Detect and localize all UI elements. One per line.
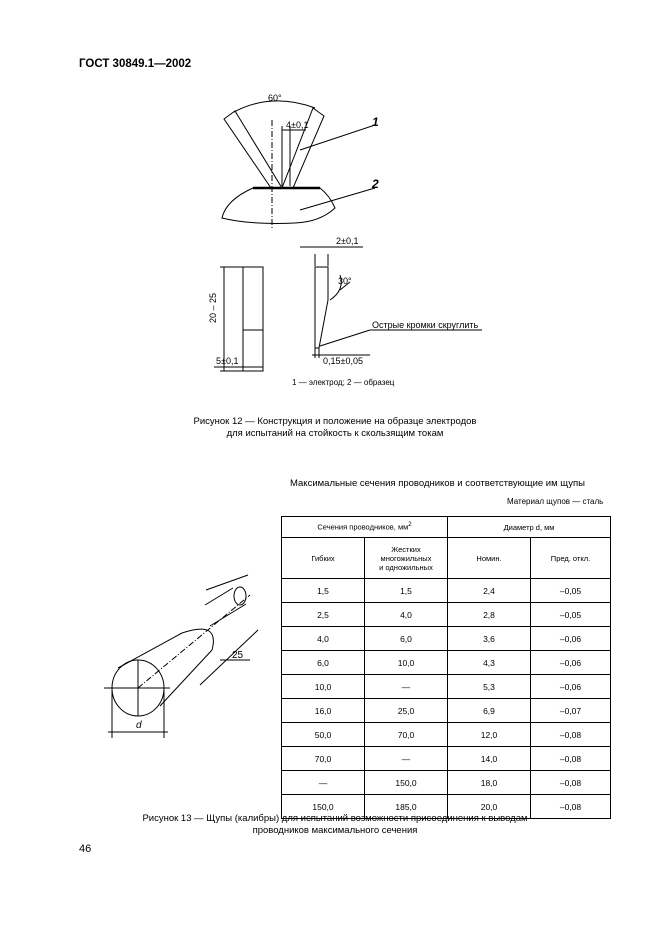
figure-13-caption (120, 813, 550, 837)
table-row (282, 747, 611, 771)
table-row (282, 723, 611, 747)
gauge-table (281, 516, 611, 819)
table-cell: 150,0 (282, 795, 365, 819)
figure-13-drawing (0, 560, 290, 760)
bevel-label: 30° (338, 276, 352, 286)
table-cell: 185,0 (365, 795, 448, 819)
col-rigid: Жестких многожильных и одножильных (365, 538, 448, 579)
table-cell: 4,0 (282, 627, 365, 651)
gap-label: 4±0,1 (286, 120, 309, 130)
angle-label: 60° (268, 93, 282, 103)
table-cell: –0,06 (531, 627, 611, 651)
group2-header: Диаметр d, мм (448, 517, 611, 538)
col-tolerance: Пред. откл. (531, 538, 611, 579)
table-cell: 6,9 (448, 699, 531, 723)
table-cell: –0,08 (531, 747, 611, 771)
table-cell: 16,0 (282, 699, 365, 723)
table-cell: 10,0 (282, 675, 365, 699)
table-cell: –0,05 (531, 579, 611, 603)
table-cell: 70,0 (282, 747, 365, 771)
table-cell: –0,06 (531, 651, 611, 675)
table-row (282, 579, 611, 603)
table-cell: 2,5 (282, 603, 365, 627)
group1-header: Сечения проводников, $мм^2$ (282, 517, 448, 538)
table-title: Максимальные сечения проводников и соответствующие им щупы (290, 478, 585, 489)
table-cell: –0,06 (531, 675, 611, 699)
doc-header: ГОСТ 30849.1—2002 (79, 58, 192, 70)
table-cell: –0,08 (531, 795, 611, 819)
table-cell: 6,0 (365, 627, 448, 651)
table-cell: — (365, 675, 448, 699)
table-row (282, 603, 611, 627)
table-cell: 2,8 (448, 603, 531, 627)
table-cell: 50,0 (282, 723, 365, 747)
base-label: 5±0,1 (216, 356, 239, 366)
table-row (282, 771, 611, 795)
tip-label: 0,15±0,05 (323, 356, 363, 366)
col-flexible: Гибких (282, 538, 365, 579)
table-cell: 25,0 (365, 699, 448, 723)
table-cell: 3,6 (448, 627, 531, 651)
page-number: 46 (79, 843, 92, 855)
table-cell: –0,07 (531, 699, 611, 723)
length-label: 25 (232, 650, 244, 661)
table-cell: 6,0 (282, 651, 365, 675)
table-cell: 20,0 (448, 795, 531, 819)
table-cell: –0,08 (531, 771, 611, 795)
callout-2: 2 (372, 177, 379, 191)
table-cell: 1,5 (282, 579, 365, 603)
edge-note: Острые кромки скруглить (372, 320, 479, 330)
caption-line: для испытаний на стойкость к скользящим токам (226, 428, 444, 439)
table-cell: 70,0 (365, 723, 448, 747)
figure-12-legend: 1 — электрод; 2 — образец (292, 378, 395, 387)
callout-1: 1 (372, 115, 379, 129)
table-cell: 14,0 (448, 747, 531, 771)
material-note: Материал щупов — сталь (507, 497, 604, 506)
table-row (282, 651, 611, 675)
table-cell: 1,5 (365, 579, 448, 603)
table-row (282, 675, 611, 699)
diameter-label: d (136, 720, 142, 731)
table-cell: — (282, 771, 365, 795)
table-cell: 150,0 (365, 771, 448, 795)
figure-12-drawing (0, 0, 661, 400)
table-row (282, 699, 611, 723)
caption-line: проводников максимального сечения (252, 825, 418, 836)
figure-12-caption (185, 416, 485, 440)
table-cell: — (365, 747, 448, 771)
table-cell: 18,0 (448, 771, 531, 795)
caption-line: Рисунок 12 — Конструкция и положение на образце электродов (193, 416, 477, 427)
table-cell: 4,0 (365, 603, 448, 627)
caption-line: Рисунок 13 — Щупы (калибры) для испытаний возможности присоединения к выводам (142, 813, 528, 824)
table-cell: –0,05 (531, 603, 611, 627)
width-label: 2±0,1 (336, 236, 359, 246)
table-cell: 12,0 (448, 723, 531, 747)
col-nominal: Номин. (448, 538, 531, 579)
table-cell: 2,4 (448, 579, 531, 603)
table-cell: 5,3 (448, 675, 531, 699)
table-row (282, 627, 611, 651)
height-label: 20 – 25 (208, 292, 218, 323)
table-cell: 4,3 (448, 651, 531, 675)
table-cell: 10,0 (365, 651, 448, 675)
table-cell: –0,08 (531, 723, 611, 747)
